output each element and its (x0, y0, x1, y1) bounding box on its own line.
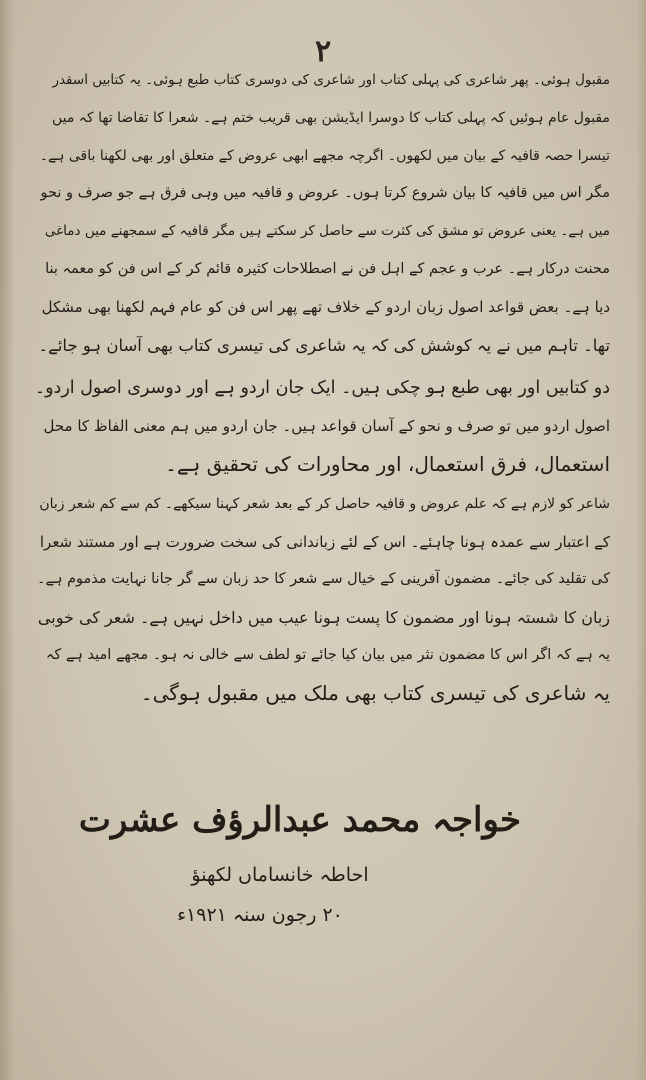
text-line: شاعر کو لازم ہے کہ علم عروض و قافیہ حاصل کر کے بعد شعر کہنا سیکھے۔ کم سے کم شعر زبان (39, 495, 610, 512)
text-line: تیسرا حصہ قافیہ کے بیان میں لکھوں۔ اگرچہ مجھے ابھی عروض کے متعلق اور بھی لکھنا باقی ہے۔ (39, 147, 610, 164)
text-line: اصول اردو میں تو صرف و نحو کے آسان قواعد ہیں۔ جان اردو میں ہم معنی الفاظ کا محل (43, 417, 610, 436)
body-text (34, 62, 610, 713)
text-line: مقبول عام ہوئیں کہ پہلی کتاب کا دوسرا ایڈیشن بھی قریب ختم ہے۔ شعرا کا تقاضا تھا کہ میں (51, 109, 610, 126)
text-line: یہ شاعری کی تیسری کتاب بھی ملک میں مقبول ہوگی۔ (140, 680, 610, 705)
text-line: کی تقلید کی جائے۔ مضمون آفرینی کے خیال سے شعر کا حد زبان سے گر جانا نہایت مذموم ہے۔ (36, 571, 610, 588)
signature-block (60, 790, 540, 926)
text-line: تھا۔ تاہم میں نے یہ کوشش کی کہ یہ شاعری کی تیسری کتاب بھی آسان ہو جائے۔ (38, 335, 610, 355)
author-address: احاطہ خانساماں لکھنؤ (191, 864, 369, 886)
text-line: یہ ہے کہ اگر اس کا مضمون نثر میں بیان کیا جائے تو لطف سے خالی نہ ہو۔ مجھے امید ہے کہ (45, 646, 610, 663)
text-line: زبان کا شستہ ہونا اور مضمون کا پست ہونا عیب میں داخل نہیں ہے۔ شعر کی خوبی (37, 608, 610, 628)
text-line: دو کتابیں اور بھی طبع ہو چکی ہیں۔ ایک جان اردو ہے اور دوسری اصول اردو۔ (34, 378, 610, 399)
text-line: کے اعتبار سے عمدہ ہونا چاہئے۔ اس کے لئے زباندانی کی سخت ضرورت ہے اور مستند شعرا (39, 532, 610, 551)
text-line: استعمال، فرق استعمال، اور محاورات کی تحقیق ہے۔ (165, 451, 610, 476)
paragraph-3 (34, 486, 610, 713)
text-line: میں ہے۔ یعنی عروض تو مشق کی کثرت سے حاصل کر سکتے ہیں مگر قافیہ کے سمجھنے میں دماغی (44, 223, 610, 240)
signature-date: ۲۰ رجون سنہ ۱۹۲۱ء (177, 904, 343, 926)
author-signature: خواجہ محمد عبدالرؤف عشرت (78, 800, 522, 840)
text-line: مقبول ہوئی۔ پھر شاعری کی پہلی کتاب اور شاعری کی دوسری کتاب طبع ہوئی۔ یہ کتابیں اسقدر (52, 72, 610, 88)
text-line: محنت درکار ہے۔ عرب و عجم کے اہل فن نے اصطلاحات کثیرہ قائم کر کے اس فن کو معمہ بنا (45, 260, 610, 277)
paragraph-1 (34, 62, 610, 364)
text-line: مگر اس میں قافیہ کا بیان شروع کرتا ہوں۔ عروض و قافیہ میں وہی فرق ہے جو صرف و نحو (40, 185, 610, 202)
page-number: ۲ (314, 34, 332, 69)
text-line: دیا ہے۔ بعض قواعد اصول زبان اردو کے خلاف تھے پھر اس فن کو عام فہم لکھنا بھی مشکل (41, 297, 610, 316)
paragraph-2 (34, 370, 610, 483)
